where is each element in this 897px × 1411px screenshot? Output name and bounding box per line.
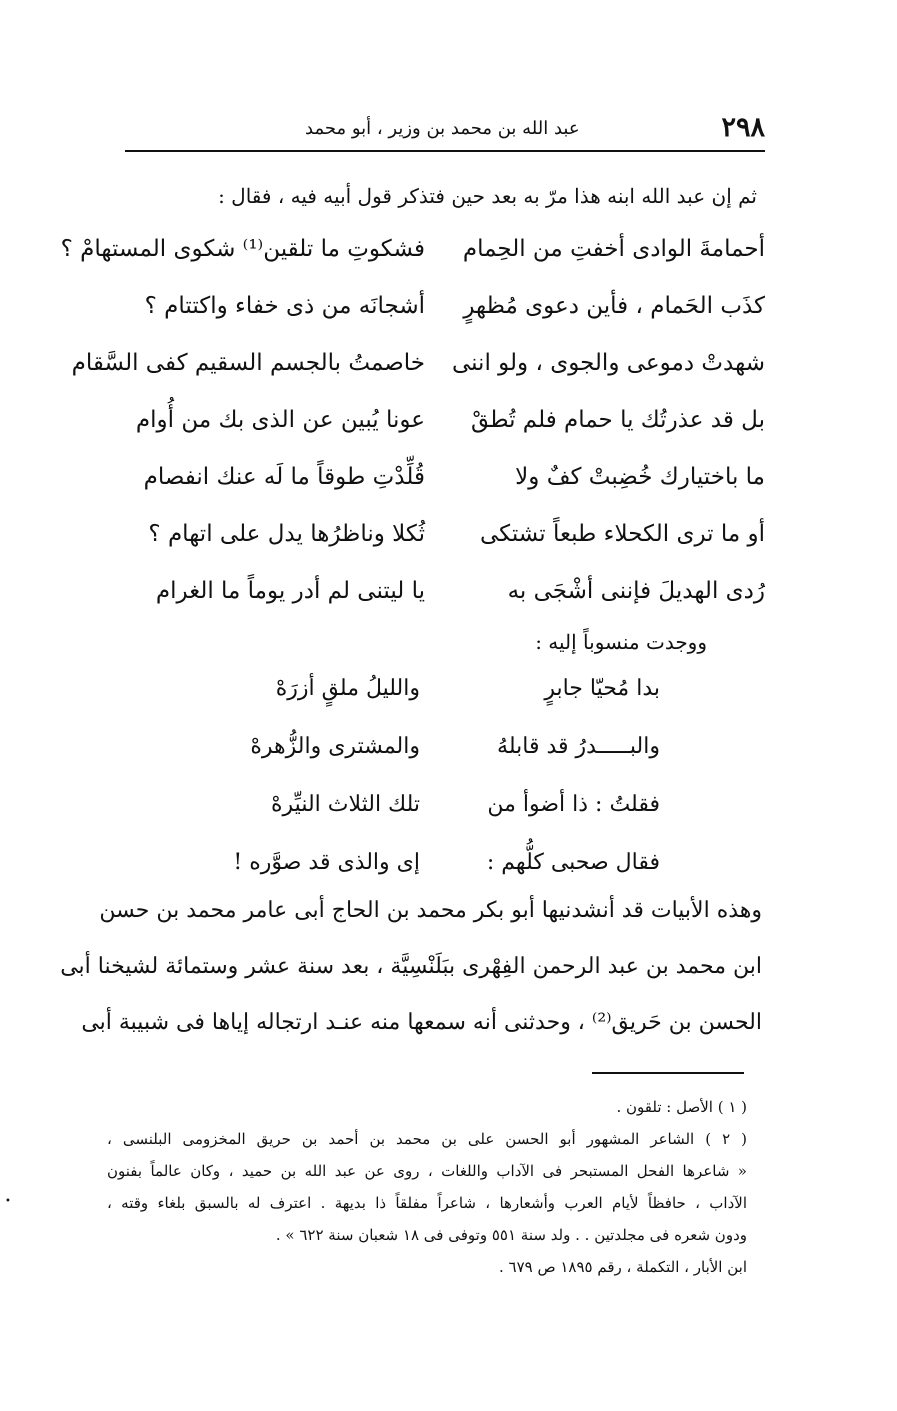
verse bbox=[100, 293, 765, 350]
footnote-line: ابن الأبار ، التكملة ، رقم ١٨٩٥ ص ٦٧٩ . bbox=[498, 1258, 747, 1276]
intro-line: ثم إن عبد الله ابنه هذا مرّ به بعد حين فتذكر قول أبيه فيه ، فقال : bbox=[218, 184, 757, 208]
verse-first-hemistich: كذَب الحَمام ، فأين دعوى مُظهرٍ bbox=[463, 293, 765, 319]
footnote-line: ( ١ ) الأصل : تلقون . bbox=[616, 1098, 747, 1116]
verse-second-hemistich: والمشترى والزُّهرهْ bbox=[250, 734, 420, 759]
verse bbox=[100, 521, 765, 578]
page-number: ٢٩٨ bbox=[721, 112, 765, 143]
running-head: عبد الله بن محمد بن وزير ، أبو محمد bbox=[305, 118, 580, 139]
poem-2 bbox=[200, 676, 660, 908]
verse-first-hemistich: فقلتُ : ذا أضوأ من bbox=[487, 792, 660, 817]
verse bbox=[100, 464, 765, 521]
verse-second-hemistich: خاصمتُ بالجسم السقيم كفى السَّقام bbox=[71, 350, 425, 376]
footnote-line: « شاعرها الفحل المستبحر فى الآداب واللغات ، روى عن عبد الله بن حميد ، وكان عالماً بفنون bbox=[107, 1162, 747, 1180]
verse bbox=[200, 676, 660, 734]
verse bbox=[100, 407, 765, 464]
verse-first-hemistich: شهدتْ دموعى والجوى ، ولو اننى bbox=[451, 350, 765, 376]
verse-second-hemistich: والليلُ ملقٍ أزرَهْ bbox=[275, 676, 420, 701]
verse-second-hemistich: إى والذى قد صوَّره ! bbox=[233, 850, 420, 875]
prose-line: وهذه الأبيات قد أنشدنيها أبو بكر محمد بن الحاج أبى عامر محمد بن حسن bbox=[99, 898, 762, 923]
verse-first-hemistich: أحمامةَ الوادى أخفتِ من الحِمام bbox=[462, 236, 765, 262]
prose-paragraph bbox=[60, 898, 762, 1066]
footnotes bbox=[107, 1098, 747, 1290]
verse-first-hemistich: والبـــــدرُ قد قابلهُ bbox=[497, 734, 660, 759]
prose-line: ابن محمد بن عبد الرحمن الفِهْرى ببَلَنْسِيَّة ، بعد سنة عشر وستمائة لشيخنا أبى bbox=[60, 954, 762, 979]
verse bbox=[200, 734, 660, 792]
page-header bbox=[125, 112, 765, 148]
verse bbox=[100, 578, 765, 635]
verse-first-hemistich: بل قد عذرتُك يا حمام فلم تُطقْ bbox=[471, 407, 765, 433]
footnote-line: الآداب ، حافظاً لأيام العرب وأشعارها ، شاعراً مفلقاً ذا بديهة . اعترف له بالسبق بلغاء وقته ، bbox=[107, 1194, 748, 1212]
verse-second-hemistich: فشكوتِ ما تلقين⁽¹⁾ شكوى المستهامْ ؟ bbox=[60, 236, 425, 262]
verse-first-hemistich: أو ما ترى الكحلاء طبعاً تشتكى bbox=[479, 521, 765, 547]
footnote-line: ( ٢ ) الشاعر المشهور أبو الحسن على بن محمد بن أحمد بن حريق المخزومى البلنسى ، bbox=[107, 1130, 748, 1148]
verse-first-hemistich: بدا مُحيّا جابرٍ bbox=[544, 676, 660, 701]
margin-mark: • bbox=[5, 1196, 11, 1207]
verse-second-hemistich: تلك الثلاث النيِّرهْ bbox=[271, 792, 420, 817]
header-rule bbox=[125, 150, 765, 152]
verse-first-hemistich: ما باختيارك خُضِبتْ كفٌ ولا bbox=[515, 464, 765, 490]
verse bbox=[71, 350, 765, 407]
verse-second-hemistich: يا ليتنى لم أدر يوماً ما الغرام bbox=[155, 578, 425, 604]
verse-second-hemistich: أشجانَه من ذى خفاء واكتتام ؟ bbox=[144, 293, 425, 319]
verse bbox=[200, 792, 660, 850]
verse-first-hemistich: فقال صحبى كلُّهم : bbox=[486, 850, 660, 875]
verse bbox=[60, 236, 765, 293]
verse-second-hemistich: قُلِّدْتِ طوقاً ما لَه عنك انفصام bbox=[143, 464, 425, 490]
verse-second-hemistich: ثُكلا وناظرُها يدل على اتهام ؟ bbox=[148, 521, 425, 547]
verse-first-hemistich: رُدى الهديلَ فإننى أشْجَى به bbox=[507, 578, 765, 604]
poem-1 bbox=[60, 236, 765, 635]
footnote-line: ودون شعره فى مجلدتين . . ولد سنة ٥٥١ وتوفى فى ١٨ شعبان سنة ٦٢٢ » . bbox=[275, 1226, 747, 1244]
prose-line: الحسن بن حَريق⁽²⁾ ، وحدثنى أنه سمعها منه عنـد ارتجاله إياها فى شبيبة أبى bbox=[81, 1010, 762, 1035]
transition-line: ووجدت منسوباً إليه : bbox=[535, 630, 707, 654]
footnote-rule bbox=[592, 1072, 744, 1074]
verse-second-hemistich: عونا يُبين عن الذى بك من أُوام bbox=[135, 407, 425, 433]
